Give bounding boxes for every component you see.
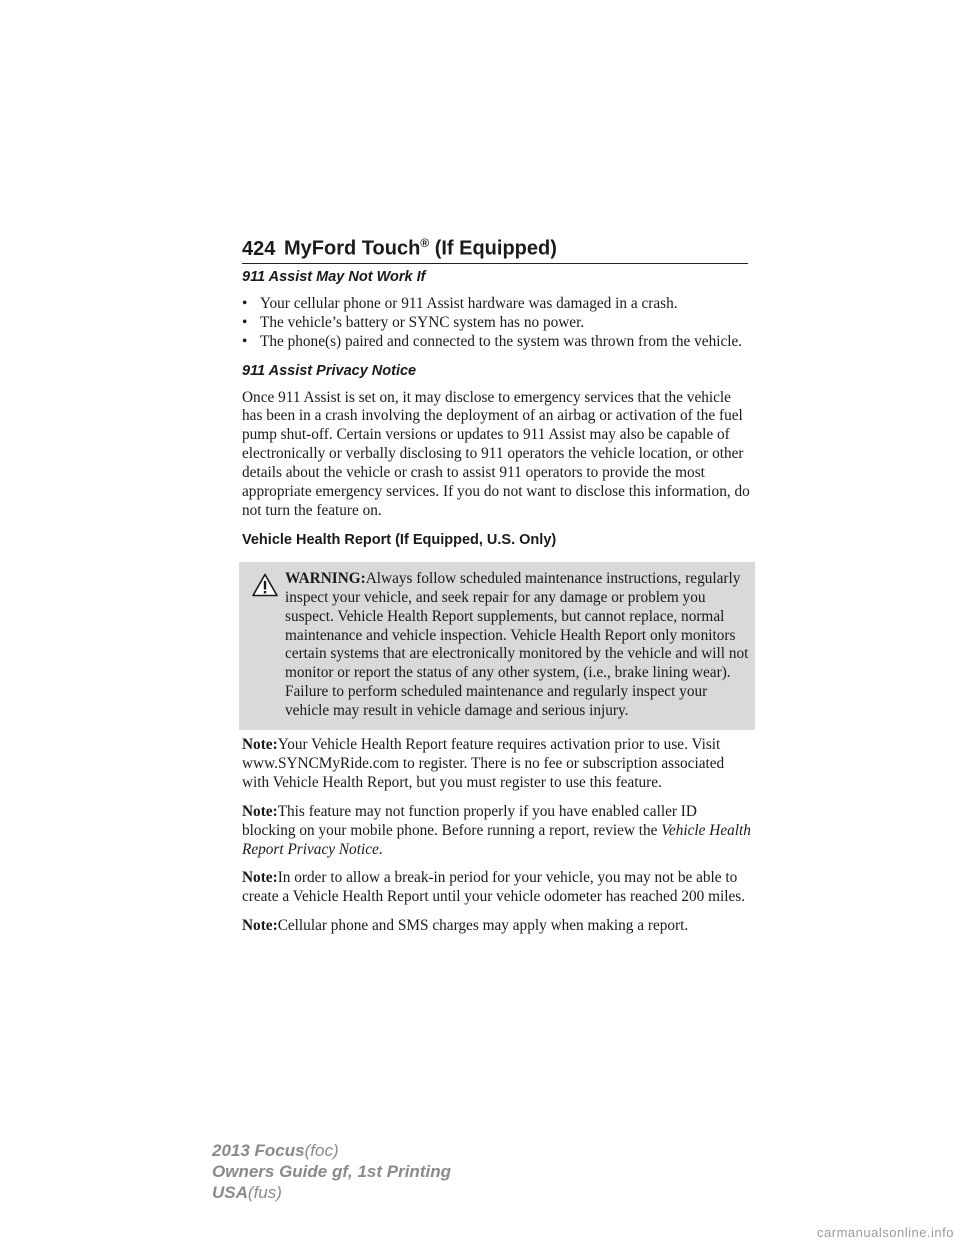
note-label: Note: bbox=[242, 917, 278, 935]
privacy-notice-reference: Vehicle Health Report Privacy Notice bbox=[242, 821, 751, 858]
note-label: Note: bbox=[242, 802, 278, 820]
page-header bbox=[242, 227, 748, 264]
print-footer bbox=[212, 1140, 451, 1203]
warning-text: WARNING:Always follow scheduled maintenance instructions, regularly inspect your vehicle, and seek repair for any damage or problem you suspect. Vehicle Health Report supplements, but cannot replace, normal maintenance and vehicle inspection. Vehicle Health Report only monitors certain systems that are electronically monitored by the vehicle and will not monitor or report the status of any other system, (i.e., brake lining wear). Failure to perform scheduled maintenance and regularly inspect your vehicle may result in vehicle damage and serious injury. bbox=[285, 569, 749, 720]
page-title: MyFord Touch® (If Equipped) bbox=[284, 236, 557, 260]
heading-not-work: 911 Assist May Not Work If bbox=[242, 269, 426, 285]
list-item: • The phone(s) paired and connected to the system was thrown from the vehicle. bbox=[242, 332, 743, 350]
registered-mark: ® bbox=[420, 236, 430, 251]
footer-line-region: USA(fus) bbox=[212, 1183, 282, 1202]
bullet-glyph: • bbox=[242, 313, 248, 331]
not-work-list bbox=[242, 295, 752, 352]
note-label: Note: bbox=[242, 869, 278, 887]
warning-label: WARNING: bbox=[285, 569, 366, 587]
list-item: • Your cellular phone or 911 Assist hardware was damaged in a crash. bbox=[242, 294, 678, 312]
warning-box bbox=[239, 562, 755, 730]
page-content bbox=[242, 268, 752, 946]
footer-line-model: 2013 Focus(foc) bbox=[212, 1141, 339, 1160]
bullet-glyph: • bbox=[242, 332, 248, 350]
heading-vehicle-health-report: Vehicle Health Report (If Equipped, U.S. Only) bbox=[242, 531, 557, 548]
heading-privacy: 911 Assist Privacy Notice bbox=[242, 362, 417, 379]
note-paragraph: Note:In order to allow a break-in period for your vehicle, you may not be able to create a Vehicle Health Report until your vehicle odometer has reached 200 miles. bbox=[242, 869, 746, 906]
note-paragraph: Note:Your Vehicle Health Report feature requires activation prior to use. Visit www.SYNCMyRide.com to register. There is no fee or subscription associated with Vehicle Health Report, but you must register to use this feature. bbox=[242, 736, 725, 791]
list-item: • The vehicle’s battery or SYNC system has no power. bbox=[242, 313, 585, 331]
bullet-glyph: • bbox=[242, 294, 248, 312]
privacy-paragraph: Once 911 Assist is set on, it may disclose to emergency services that the vehicle has been in a crash involving the deployment of an airbag or activation of the fuel pump shut-off. Certain versions or updates to 911 Assist may also be capable of electronically or verbally disclosing to 911 operators the vehicle location, or other details about the vehicle or crash to assist 911 operators to provide the most appropriate emergency services. If you do not want to disclose this information, do not turn the feature on. bbox=[242, 388, 750, 519]
note-label: Note: bbox=[242, 736, 278, 754]
note-paragraph: Note:This feature may not function properly if you have enabled caller ID blocking on your mobile phone. Before running a report, review the Vehicle Health Report Privacy Notice. bbox=[242, 802, 751, 858]
note-paragraph: Note:Cellular phone and SMS charges may apply when making a report. bbox=[242, 917, 689, 935]
footer-line-printing: Owners Guide gf, 1st Printing bbox=[212, 1162, 451, 1181]
page-number: 424 bbox=[242, 238, 276, 260]
watermark: carmanualsonline.info bbox=[817, 1225, 954, 1240]
warning-triangle-icon bbox=[252, 573, 278, 597]
